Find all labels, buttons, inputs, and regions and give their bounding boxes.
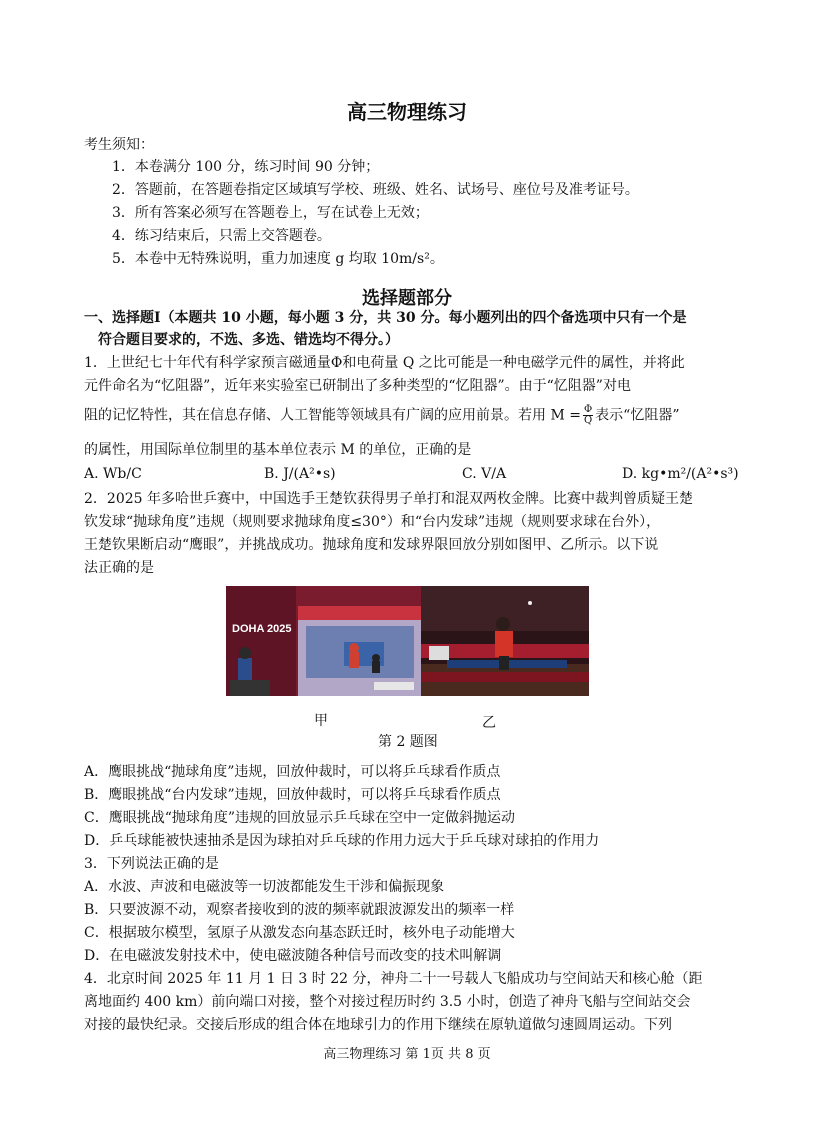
q2-option-a: A．鹰眼挑战“抛球角度”违规，回放仲裁时，可以将乒乓球看作质点	[84, 764, 501, 780]
q2-text: 王楚钦果断启动“鹰眼”，并挑战成功。抛球角度和发球界限回放分别如图甲、乙所示。以下说	[84, 537, 659, 553]
photo-right-drawing	[421, 586, 589, 696]
q1-text: 元件命名为“忆阻器”，近年来实验室已研制出了多种类型的“忆阻器”。由于“忆阻器”对电	[84, 378, 631, 394]
q1-option-b: B. J/(A²•s)	[264, 466, 336, 482]
q1-text: 的属性，用国际单位制里的基本单位表示 M 的单位，正确的是	[84, 442, 472, 458]
notice-item: 1．本卷满分 100 分，练习时间 90 分钟；	[112, 159, 380, 175]
q2-text: 钦发球“抛球角度”违规（规则要求抛球角度≤30°）和“台内发球”违规（规则要求球在台外），	[84, 514, 661, 530]
q3-option-d: D．在电磁波发射技术中，使电磁波随各种信号而改变的技术叫解调	[84, 948, 502, 964]
notice-item: 5．本卷中无特殊说明，重力加速度 g 均取 10m/s²。	[112, 251, 444, 267]
figure-label-right: 乙	[482, 715, 496, 731]
q2-option-d: D．乒乓球能被快速抽杀是因为球拍对乒乓球的作用力远大于乒乓球对球拍的作用力	[84, 833, 600, 849]
page-footer: 高三物理练习 第 1页 共 8 页	[323, 1047, 491, 1062]
q2-option-c: C．鹰眼挑战“抛球角度”违规的回放显示乒乓球在空中一定做斜抛运动	[84, 810, 516, 826]
q4-text: 4．北京时间 2025 年 11 月 1 日 3 时 22 分，神舟二十一号载人飞船成功与空间站天和核心舱（距	[84, 971, 703, 987]
q3-text: 3．下列说法正确的是	[84, 856, 219, 872]
q3-option-a: A．水波、声波和电磁波等一切波都能发生干涉和偏振现象	[84, 879, 445, 895]
q2-text: 法正确的是	[84, 560, 154, 576]
photo-right	[421, 586, 589, 696]
q1-text-pre: 阻的记忆特性，其在信息存储、人工智能等领域具有广阔的应用前景。若用 M =	[84, 407, 581, 424]
q2-text: 2．2025 年多哈世乒赛中，中国选手王楚钦获得男子单打和混双两枚金牌。比赛中裁判曾质疑王楚	[84, 491, 693, 507]
part1-heading: 一、选择题Ⅰ（本题共 10 小题，每小题 3 分，共 30 分。每小题列出的四个备选项中只有一个是	[84, 310, 687, 326]
q3-option-b: B．只要波源不动，观察者接收到的波的频率就跟波源发出的频率一样	[84, 902, 515, 918]
section-title: 选择题部分	[362, 288, 452, 309]
q2-option-b: B．鹰眼挑战“台内发球”违规，回放仲裁时，可以将乒乓球看作质点	[84, 787, 501, 803]
fraction-numerator: Φ	[583, 404, 593, 415]
notice-heading: 考生须知：	[84, 137, 154, 153]
photo-left	[226, 586, 421, 696]
q4-text: 对接的最快纪录。交接后形成的组合体在地球引力的作用下继续在原轨道做匀速圆周运动。下列	[84, 1017, 672, 1033]
q1-text-post: 表示“忆阻器”	[595, 407, 680, 424]
photo-left-drawing	[226, 586, 421, 696]
notice-item: 2．答题前，在答题卷指定区域填写学校、班级、姓名、试场号、座位号及准考证号。	[112, 182, 639, 198]
notice-item: 4．练习结束后，只需上交答题卷。	[112, 228, 331, 244]
fraction-denominator: Q	[583, 415, 593, 426]
q1-option-d: D. kg•m²/(A²•s³)	[622, 466, 739, 482]
figure-caption: 第 2 题图	[378, 734, 438, 750]
fraction	[583, 405, 593, 426]
q1-text-formula	[84, 405, 680, 426]
photo-left-text: DOHA 2025	[232, 623, 292, 635]
figure-label-left: 甲	[314, 713, 328, 729]
page-title: 高三物理练习	[347, 100, 467, 124]
q1-text: 1．上世纪七十年代有科学家预言磁通量Φ和电荷量 Q 之比可能是一种电磁学元件的属性，并将此	[84, 355, 685, 371]
q4-text: 离地面约 400 km）前向端口对接，整个对接过程历时约 3.5 小时，创造了神舟飞船与空间站交会	[84, 994, 691, 1010]
q1-option-c: C. V/A	[462, 466, 507, 482]
part1-heading-cont: 符合题目要求的，不选、多选、错选均不得分。）	[98, 332, 399, 348]
q3-option-c: C．根据玻尔模型，氢原子从激发态向基态跃迁时，核外电子动能增大	[84, 925, 515, 941]
q1-option-a: A. Wb/C	[84, 466, 142, 482]
notice-item: 3．所有答案必须写在答题卷上，写在试卷上无效；	[112, 205, 429, 221]
